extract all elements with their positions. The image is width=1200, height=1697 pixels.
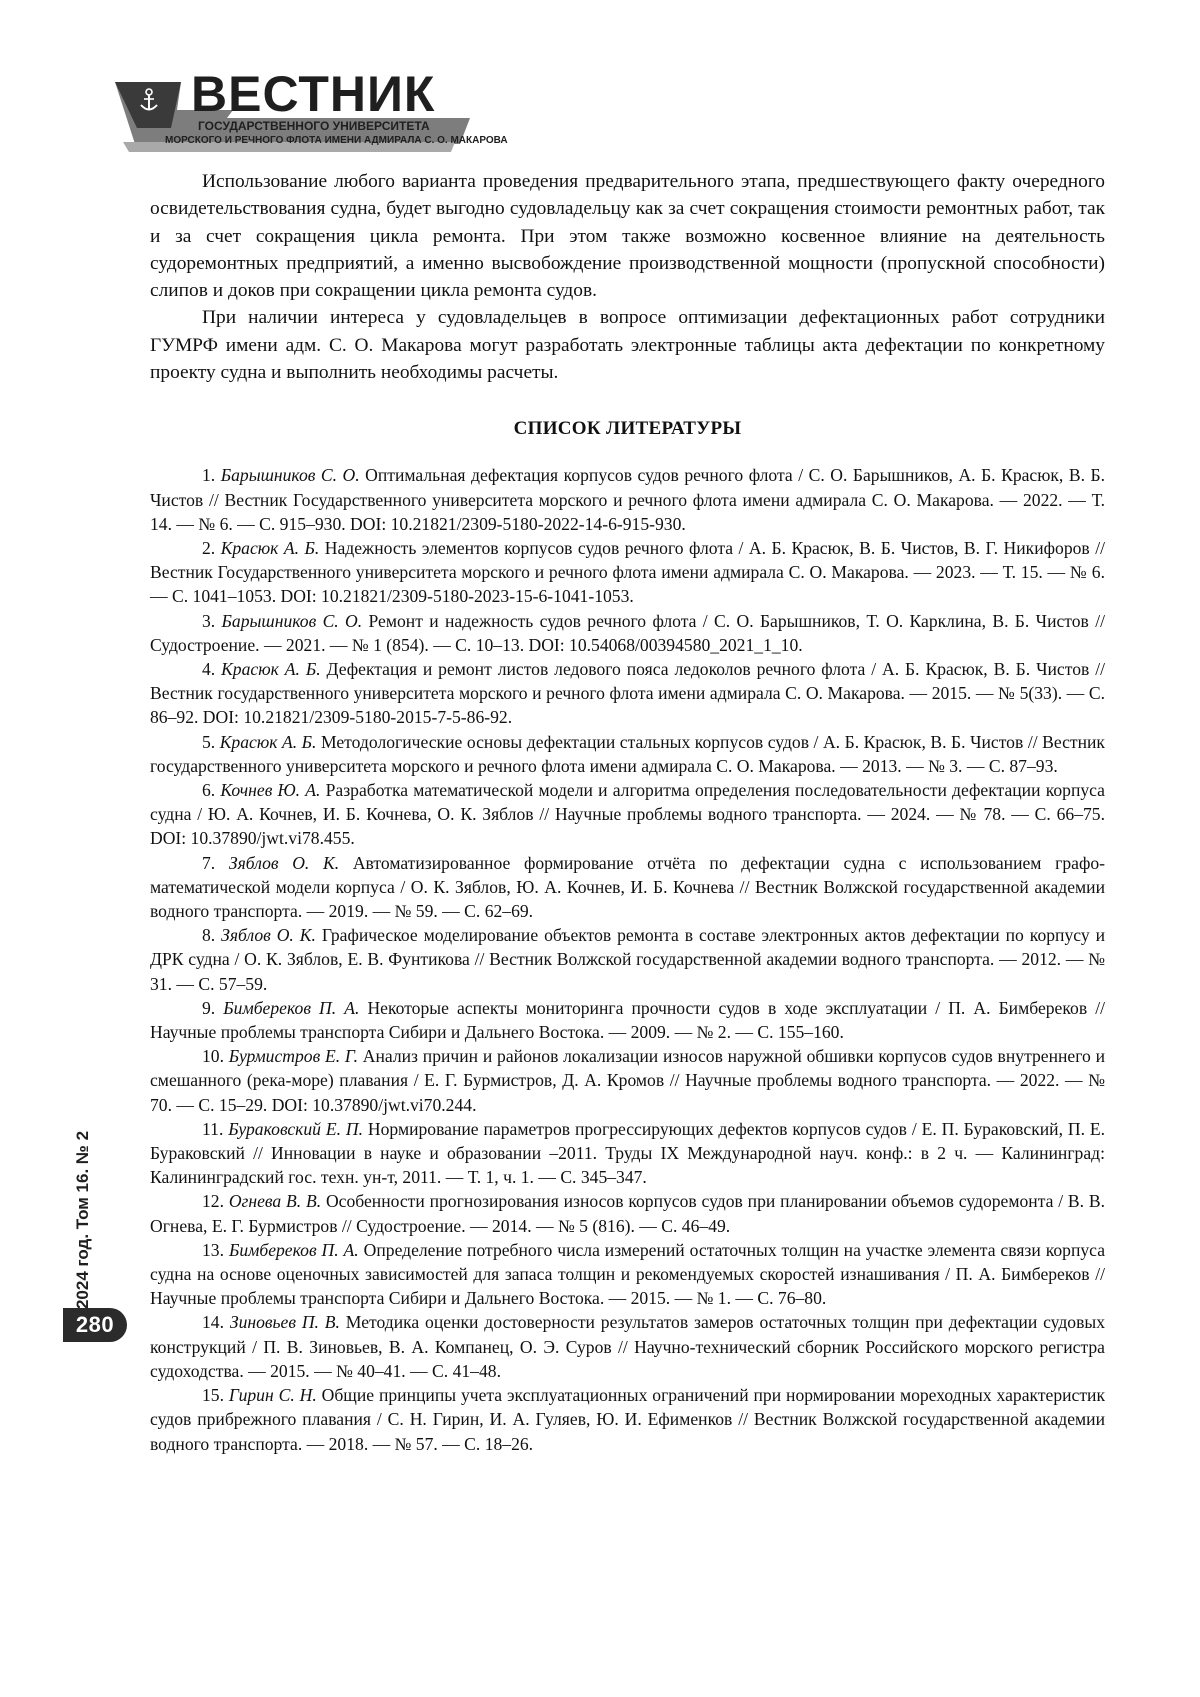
reference-item: [150, 657, 1105, 730]
journal-masthead: [115, 66, 470, 156]
reference-text: Нормирование параметров прогрессирующих дефектов корпусов судов / Е. П. Бураковский, П. Е. Бураковский // Инновации в науке и образовании –2011. Труды IX Международной науч. конф.: в 2 ч. — Калининград: Калининградский гос. техн. ун-т, 2011. — Т. 1, ч. 1. — С. 345–347.: [150, 1119, 1105, 1187]
journal-subtitle-line1: ГОСУДАРСТВЕННОГО УНИВЕРСИТЕТА: [198, 120, 430, 133]
reference-number: 10.: [202, 1046, 224, 1066]
reference-text: Ремонт и надежность судов речного флота / С. О. Барышников, Т. О. Карклина, В. Б. Чистов // Судостроение. — 2021. — № 1 (854). — С. 10–13. DOI: 10.54068/00394580_2021_1_10.: [150, 611, 1105, 655]
reference-item: [150, 1310, 1105, 1383]
reference-author: Зиновьев П. В.: [230, 1312, 340, 1332]
reference-text: Общие принципы учета эксплуатационных ограничений при нормировании мореход­ных характеристик судов прибрежного плавания / С. Н. Гирин, И. А. Гуляев, Ю. И. Ефименков // Вестник Волжской государственной академии водного транспорта. — 2018. — № 57. — С. 18–26.: [150, 1385, 1105, 1453]
reference-author: Барышников С. О.: [221, 465, 360, 485]
reference-text: Оптимальная дефектация корпусов судов речного флота / С. О. Барышников, А. Б. Красюк, В. Б. Чистов // Вестник Государственного университета морского и речного флота имени ад­мирала С. О. Макарова. — 2022. — Т. 14. — № 6. — С. 915–930. DOI: 10.21821/2309-5180-2022-14-6-915-930.: [150, 465, 1105, 533]
article-content: [150, 168, 1105, 1456]
reference-item: [150, 1189, 1105, 1237]
reference-number: 15.: [202, 1385, 224, 1405]
reference-text: Особенности прогнозирования износов корпусов судов при планировании объемов судоремонта / В. В. Огнева, Е. Г. Бурмистров // Судостроение. — 2014. — № 5 (816). — С. 46–49.: [150, 1191, 1105, 1235]
reference-item: [150, 609, 1105, 657]
issue-label-text: 2024 год. Том 16. № 2: [73, 1131, 93, 1309]
reference-number: 8.: [202, 925, 215, 945]
reference-item: [150, 730, 1105, 778]
reference-item: [150, 1383, 1105, 1456]
reference-item: [150, 1117, 1105, 1190]
reference-number: 6.: [202, 780, 215, 800]
reference-item: [150, 536, 1105, 609]
reference-text: Определение потребного числа измерений остаточных толщин на участке эле­мента связи корпуса судна на основе оценочных зависимостей для запаса толщин и рекомендуемых ско­ростей изнашивания / П. А. Бимбереков // Научные проблемы транспорта Сибири и Дальнего Востока. — 2015. — № 1. — С. 76–80.: [150, 1240, 1105, 1308]
reference-author: Бурмистров Е. Г.: [229, 1046, 358, 1066]
journal-subtitle-line2: МОРСКОГО И РЕЧНОГО ФЛОТА ИМЕНИ АДМИРАЛА С. О. МАКАРОВА: [165, 135, 508, 147]
reference-author: Бимбереков П. А.: [223, 998, 359, 1018]
reference-number: 9.: [202, 998, 215, 1018]
reference-author: Красюк А. Б.: [221, 538, 320, 558]
reference-number: 11.: [202, 1119, 223, 1139]
reference-author: Красюк А. Б.: [220, 732, 317, 752]
reference-text: Автоматизированное формирование отчёта по дефектации судна с использованием графо-математической модели корпуса / О. К. Зяблов, Ю. А. Кочнев, И. Б. Кочнева // Вестник Волжской государственной академии водного транспорта. — 2019. — № 59. — С. 62–69.: [150, 853, 1105, 921]
reference-author: Барышников С. О.: [222, 611, 363, 631]
reference-item: [150, 851, 1105, 924]
reference-text: Разработка математической модели и алгоритма определения последовательности дефектации корпуса судна / Ю. А. Кочнев, И. Б. Кочнева, О. К. Зяблов // Научные проблемы водного транс­порта. — 2024. — № 78. — С. 66–75. DOI: 10.37890/jwt.vi78.455.: [150, 780, 1105, 848]
reference-number: 13.: [202, 1240, 224, 1260]
reference-item: [150, 923, 1105, 996]
reference-number: 5.: [202, 732, 215, 752]
reference-text: Надежность элементов корпусов судов речного флота / А. Б. Красюк, В. Б. Чистов, В. Г. Никифоров // Вестник Государственного университета морского и речного флота имени адмирала С. О. Макарова. — 2023. — Т. 15. — № 6. — С. 1041–1053. DOI: 10.21821/2309-5180-2023-15-6-1041-1053.: [150, 538, 1105, 606]
reference-author: Гирин С. Н.: [229, 1385, 317, 1405]
reference-author: Зяблов О. К.: [229, 853, 339, 873]
reference-text: Методика оценки достоверности результатов замеров остаточных толщин при де­фектации судовых конструкций / П. В. Зиновьев, В. А. Компанец, О. Э. Суров // Научно-технический сбор­ник Российского морского регистра судоходства. — 2015. — № 40–41. — С. 41–48.: [150, 1312, 1105, 1380]
reference-item: [150, 1044, 1105, 1117]
reference-author: Бураковский Е. П.: [228, 1119, 363, 1139]
reference-number: 4.: [202, 659, 215, 679]
body-paragraph: Использование любого варианта проведения предварительного этапа, предшествующего факту очередного освидетельствования судна, будет выгодно судовладельцу как за счет сокраще­ния стоимости ремонтных работ, так и за счет сокращения цикла ремонта. При этом также воз­можно косвенное влияние на деятельность судоремонтных предприятий, а именно высвобожде­ние производственной мощности (пропускной способности) слипов и доков при сокращении цикла ремонта судов.: [150, 168, 1105, 304]
reference-author: Красюк А. Б.: [221, 659, 320, 679]
reference-item: [150, 996, 1105, 1044]
body-paragraph: При наличии интереса у судовладельцев в вопросе оптимизации дефектационных работ со­трудники ГУМРФ имени адм. С. О. Макарова могут разработать электронные таблицы акта де­фектации по конкретному проекту судна и выполнить необходимы расчеты.: [150, 304, 1105, 386]
reference-text: Дефектация и ремонт листов ледового пояса ледоколов речного флота / А. Б. Красюк, В. Б. Чистов // Вестник государственного университета морского и речного флота имени адмирала С. О. Ма­карова. — 2015. — № 5(33). — С. 86–92. DOI: 10.21821/2309-5180-2015-7-5-86-92.: [150, 659, 1105, 727]
reference-number: 14.: [202, 1312, 224, 1332]
reference-number: 7.: [202, 853, 215, 873]
reference-number: 2.: [202, 538, 215, 558]
reference-number: 3.: [202, 611, 215, 631]
reference-author: Зяблов О. К.: [221, 925, 316, 945]
reference-item: [150, 463, 1105, 536]
reference-text: Графическое моделирование объектов ремонта в составе электронных актов дефекта­ции по корпусу и ДРК судна / О. К. Зяблов, Е. В. Фунтикова // Вестник Волжской государственной академии водного транспорта. — 2012. — № 31. — С. 57–59.: [150, 925, 1105, 993]
journal-title: ВЕСТНИК: [191, 68, 435, 120]
reference-author: Бимбереков П. А.: [229, 1240, 359, 1260]
page-number-badge: 280: [63, 1308, 127, 1342]
issue-side-label: [66, 1135, 100, 1305]
reference-number: 1.: [202, 465, 215, 485]
reference-item: [150, 1238, 1105, 1311]
reference-number: 12.: [202, 1191, 224, 1211]
reference-author: Огнева В. В.: [229, 1191, 321, 1211]
reference-text: Анализ причин и районов локализации износов наружной обшивки корпусов су­дов внутреннего и смешанного (река-море) плавания / Е. Г. Бурмистров, Д. А. Кромов // Научные проблемы водного транспорта. — 2022. — № 70. — С. 15–29. DOI: 10.37890/jwt.vi70.244.: [150, 1046, 1105, 1114]
reference-item: [150, 778, 1105, 851]
reference-text: Некоторые аспекты мониторинга прочности судов в ходе эксплуатации / П. А. Бим­береков // Научные проблемы транспорта Сибири и Дальнего Востока. — 2009. — № 2. — С. 155–160.: [150, 998, 1105, 1042]
references-list: [150, 463, 1105, 1455]
references-heading: СПИСОК ЛИТЕРАТУРЫ: [150, 416, 1105, 442]
reference-author: Кочнев Ю. А.: [220, 780, 320, 800]
reference-text: Методологические основы дефектации стальных корпусов судов / А. Б. Красюк, В. Б. Чистов // Вестник государственного университета морского и речного флота имени адмирала С. О. Ма­карова. — 2013. — № 3. — С. 87–93.: [150, 732, 1105, 776]
